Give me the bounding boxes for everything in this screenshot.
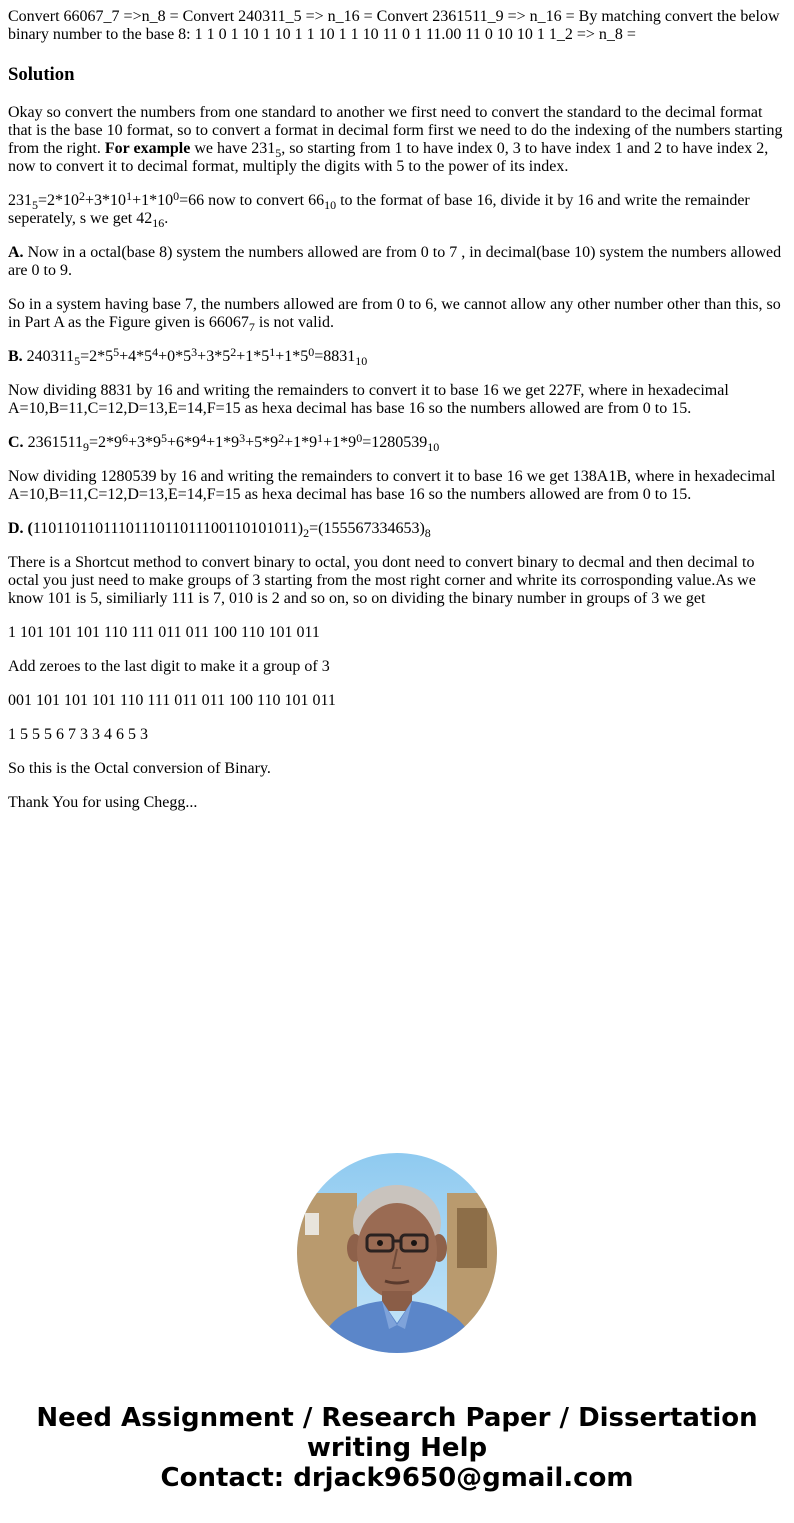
binary-groups: 1 101 101 101 110 111 011 011 100 110 101 011 bbox=[8, 624, 320, 641]
binary-groups-padded: 001 101 101 101 110 111 011 011 100 110 101 011 bbox=[8, 692, 336, 709]
octal-digits: 1 5 5 5 6 7 3 3 4 6 5 3 bbox=[8, 726, 148, 743]
part-b-explanation: Now dividing 8831 by 16 and writing the remainders to convert it to base 16 we get 227F, where in hexadecimal A=10,B=11,C=12,D=13,E=14,F=15 as hexa decimal has base 16 so the numbers allowed are from 0 to 15. bbox=[8, 382, 729, 417]
footer-line-1: Need Assignment / Research Paper / Dissertation bbox=[36, 1403, 758, 1433]
solution-heading: Solution bbox=[8, 64, 75, 85]
part-b-equation: B. $240311_5=2*5^5+4*5^4+0*5^3+3*5^2+1*5^1+1*5^0=8831_{10}$ bbox=[8, 345, 368, 368]
part-d-equation: D. $(1101101101110111011011100110101011)_2=(155567334653)_8$ bbox=[8, 520, 431, 540]
solution-document bbox=[8, 8, 786, 828]
intro-paragraph: Okay so convert the numbers from one standard to another we first need to convert the standard to the decimal format that is the base 10 format, so to convert a format in decimal form first we need to do the indexing of the numbers starting from the right. For example we have $231_5$, so starting from 1 to have index 0, 3 to have index 1 and 2 to have index 2, now to convert it to decimal format, multiply the digits with 5 to the power of its index. bbox=[8, 104, 783, 175]
part-c-equation: C. $2361511_9=2*9^6+3*9^5+6*9^4+1*9^3+5*9^2+1*9^1+1*9^0=1280539_{10}$ bbox=[8, 431, 440, 454]
part-c-explanation: Now dividing 1280539 by 16 and writing the remainders to convert it to base 16 we get 138A1B, where in hexadecimal A=10,B=11,C=12,D=13,E=14,F=15 as hexa decimal has base 16 so the numbers allowed are from 0 to 15. bbox=[8, 468, 776, 503]
for-example-label: For example bbox=[104, 140, 191, 157]
footer-contact: Contact: drjack9650@gmail.com bbox=[160, 1463, 634, 1493]
thanks-text: Thank You for using Chegg... bbox=[8, 794, 198, 811]
example-paragraph: $231_5=2*10^2+3*10^1+1*10^0=66$ now to convert $66_{10}$ to the format of base 16, divide it by 16 and write the remainder seperately, s we get $42_{16}$. bbox=[8, 189, 750, 230]
part-a-label: A. bbox=[8, 244, 24, 261]
question-text: Convert 66067_7 =>n_8 = Convert 240311_5 => n_16 = Convert 2361511_9 => n_16 = By matching convert the below binary number to the base 8: 1 1 0 1 10 1 10 1 1 10 1 1 10 11 0 1 11.00 11 0 10 10 1 1_2 => n_8 = bbox=[8, 8, 780, 43]
part-d-explanation: There is a Shortcut method to convert binary to octal, you dont need to convert binary to decmal and then decimal to octal you just need to make groups of 3 starting from the most right corner and whrite its corrosponding value.As we know 101 is 5, similiarly 111 is 7, 010 is 2 and so on, so on dividing the binary number in groups of 3 we get bbox=[8, 554, 756, 607]
author-photo bbox=[297, 1153, 497, 1353]
part-d-label: D. ( bbox=[8, 520, 33, 537]
part-c-label: C. bbox=[8, 434, 24, 451]
footer-ad bbox=[0, 1403, 794, 1493]
add-zero-note: Add zeroes to the last digit to make it a group of 3 bbox=[8, 658, 330, 675]
part-a-validity: So in a system having base 7, the numbers allowed are from 0 to 6, we cannot allow any other number other than this, so in Part A as the Figure given is $66067_7$ is not valid. bbox=[8, 296, 781, 334]
conclusion-text: So this is the Octal conversion of Binary. bbox=[8, 760, 271, 777]
part-a-paragraph: A. Now in a octal(base 8) system the numbers allowed are from 0 to 7 , in decimal(base 10) system the numbers allowed are 0 to 9. bbox=[8, 244, 782, 279]
footer-line-2: writing Help bbox=[306, 1433, 488, 1463]
part-b-label: B. bbox=[8, 348, 23, 365]
